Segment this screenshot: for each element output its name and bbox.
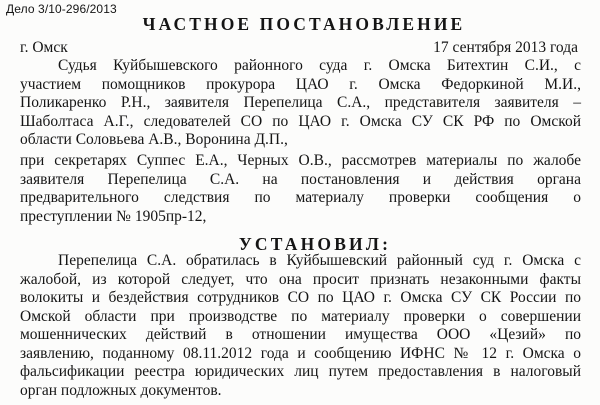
ruling-heading: УСТАНОВИЛ: (238, 234, 392, 254)
text-line: Омской области при производстве по материалу проверки о совершении (20, 307, 581, 325)
document-title: ЧАСТНОЕ ПОСТАНОВЛЕНИЕ (142, 14, 466, 34)
document-place: г. Омск (20, 39, 68, 56)
document-date: 17 сентября 2013 года (433, 39, 578, 56)
ruling-paragraph (20, 252, 581, 400)
text-line: волокиты и бездействия сотрудников СО по ЦАО г. Омска СУ СК России по (20, 289, 581, 306)
case-number: Дело 3/10-296/2013 (6, 2, 117, 16)
text-line: орган подложных документов. (20, 381, 222, 399)
text-line: области Соловьева А.В., Воронина Д.П., (20, 131, 288, 148)
text-line: преступлении № 1905пр-12, (20, 207, 207, 225)
text-line: Перепелица С.А. обратилась в Куйбышевский районный суд г. Омска с (58, 252, 581, 269)
text-line: Шаболтаса А.Г., следователей СО по ЦАО г. Омска СУ СК РФ по Омской (20, 112, 581, 130)
text-line: при секретарях Суппес Е.А., Черных О.В., рассмотрев материалы по жалобе (20, 152, 581, 169)
text-line: заявителя Перепелица С.А. на постановления и действия органа (20, 170, 581, 188)
intro-paragraph (20, 57, 581, 150)
text-line: заявлению, поданному 08.11.2012 года и сообщению ИФНС № 12 г. Омска о (20, 344, 581, 362)
text-line: предварительного следствия по материалу проверки сообщения о (20, 189, 581, 206)
text-line: мошеннических действий в отношении имущества ООО «Цезий» по (20, 326, 581, 343)
text-line: жалобой, из которой следует, что она просит признать незаконными факты (20, 270, 581, 288)
text-line: участием помощников прокурора ЦАО г. Омска Федоркиной М.И., (20, 75, 581, 93)
text-line: фальсификации реестра юридических лиц путем предоставления в налоговый (20, 363, 581, 380)
text-line: Поликаренко Р.Н., заявителя Перепелица С.А., представителя заявителя – (20, 94, 581, 111)
consideration-paragraph (20, 152, 581, 226)
text-line: Судья Куйбышевского районного суда г. Омска Битехтин С.И., с (58, 57, 581, 74)
